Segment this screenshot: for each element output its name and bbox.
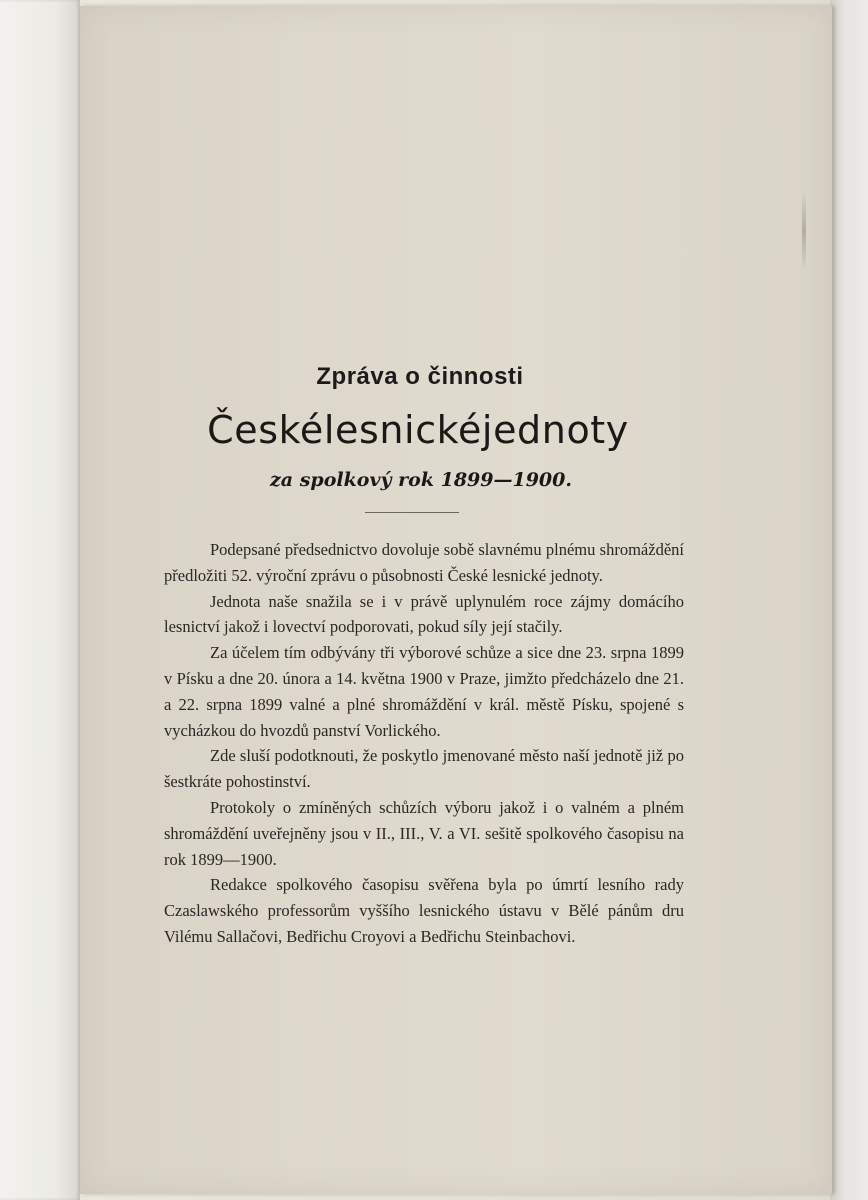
paragraph: Zde sluší podotknouti, že poskytlo jmenované město naší jednotě již po šestkráte pohostinství. — [164, 746, 684, 792]
table-surface — [830, 0, 868, 1200]
title-divider — [365, 512, 459, 513]
paragraph: Podepsané předsednictvo dovoluje sobě slavnému plnému shromáždění předložiti 52. výroční zprávu o působnosti České lesnické jednoty. — [164, 540, 684, 585]
society-name: Českélesnickéjednoty — [207, 408, 629, 452]
report-body — [164, 537, 684, 950]
paragraph: Za účelem tím odbývány tři výborové schůze a sice dne 23. srpna 1899 v Písku a dne 20. února a 14. května 1900 v Praze, jimžto předcházelo dne 21. a 22. srpna 1899 valné a plné shromáždění v král. městě Písku, spojené s vycházkou do hvozdů panství Vorlického. — [164, 643, 684, 740]
paragraph: Jednota naše snažila se i v právě uplynulém roce zájmy domácího lesnictví jakož i lovectví podporovati, pokud síly její stačily. — [164, 591, 684, 637]
page-content — [164, 360, 684, 950]
facing-page — [0, 0, 80, 1200]
paragraph: Redakce spolkového časopisu svěřena byla po úmrtí lesního rady Czaslawského professorům vyššího lesnického ústavu v Bělé pánům dru Vilému Sallačovi, Bedřichu Croyovi a Bedřichu Steinbachovi. — [164, 875, 684, 946]
paragraph: Protokoly o zmíněných schůzích výboru jakož i o valném a plném shromáždění uveřejněny jsou v II., III., V. a VI. sešitě spolkového časopisu na rok 1899—1900. — [164, 797, 684, 869]
report-title: Zpráva o činnosti — [316, 363, 524, 390]
report-period: za spolkový rok 1899—1900. — [270, 469, 572, 491]
